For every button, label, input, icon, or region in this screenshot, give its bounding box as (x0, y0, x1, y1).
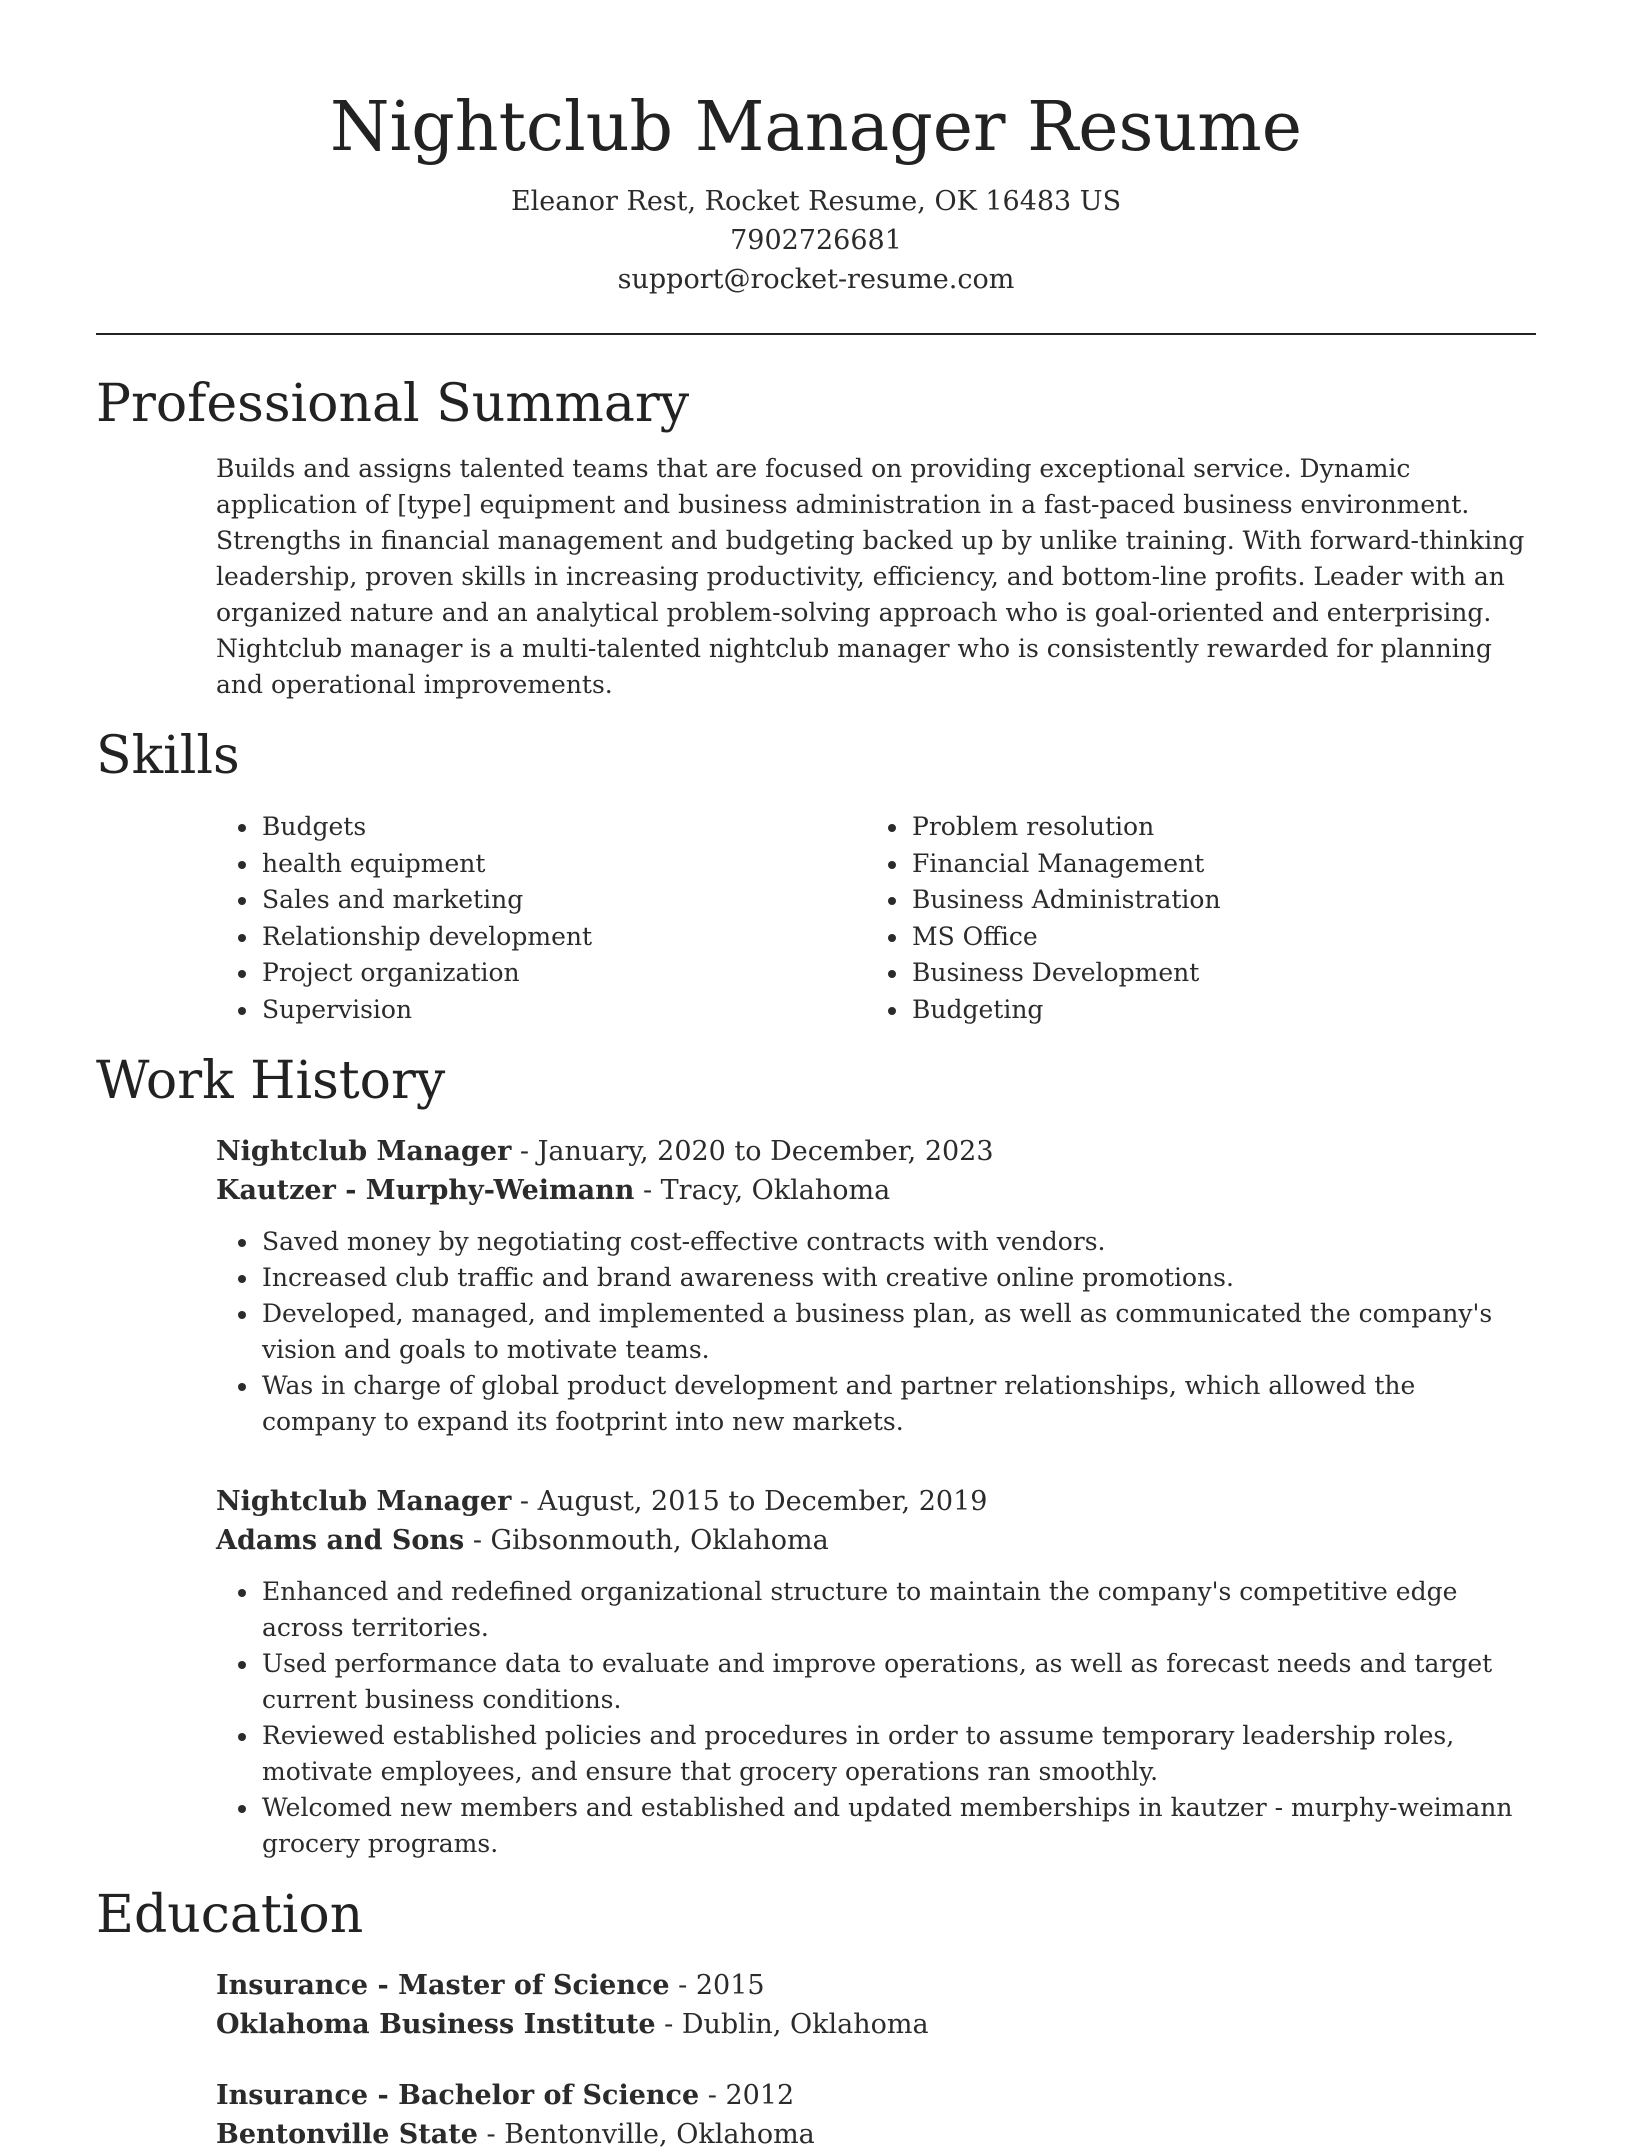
skill-item: • Financial Management (910, 846, 1221, 883)
school-location: - Dublin, Oklahoma (655, 2009, 929, 2040)
job-duty: • Reviewed established policies and procedures in order to assume temporary leadership roles, motivate employees, and ensure that grocery operations ran smoothly. (260, 1718, 1536, 1790)
skill-item: • health equipment (260, 846, 866, 883)
job-company: Kautzer - Murphy-Weimann (216, 1175, 635, 1206)
skill-item: • Budgets (260, 809, 866, 846)
job-duty: • Saved money by negotiating cost-effective contracts with vendors. (260, 1224, 1536, 1260)
school-line (216, 2005, 1536, 2044)
contact-email: support@rocket-resume.com (617, 264, 1015, 295)
resume-title: Nightclub Manager Resume (330, 88, 1302, 167)
job-title-line (216, 1132, 1536, 1171)
skills-heading: Skills (96, 726, 240, 786)
skill-item: • Relationship development (260, 919, 866, 956)
job-location: - Tracy, Oklahoma (634, 1175, 891, 1206)
skills-list-right (866, 809, 1221, 1028)
job-company-line (216, 1521, 1536, 1560)
education-section (96, 1880, 1536, 2154)
resume-header (0, 0, 1632, 299)
work-history-heading: Work History (96, 1051, 446, 1111)
skill-item: • Problem resolution (910, 809, 1221, 846)
degree-year: - 2015 (669, 1970, 765, 2001)
job-duty: • Increased club traffic and brand awareness with creative online promotions. (260, 1260, 1536, 1296)
school-name: Bentonville State (216, 2119, 478, 2150)
job-duty: • Was in charge of global product development and partner relationships, which allowed the company to expand its footprint into new markets. (260, 1368, 1536, 1440)
skills-section (96, 721, 1536, 1028)
skill-item: • Project organization (260, 955, 866, 992)
education-heading: Education (96, 1885, 364, 1945)
job-duty: • Developed, managed, and implemented a business plan, as well as communicated the company's vision and goals to motivate teams. (260, 1296, 1536, 1368)
job-duty: • Enhanced and redefined organizational structure to maintain the company's competitive edge across territories. (260, 1574, 1536, 1646)
skill-item: • Business Administration (910, 882, 1221, 919)
job-dates: - January, 2020 to December, 2023 (511, 1136, 994, 1167)
skill-item: • MS Office (910, 919, 1221, 956)
job-company: Adams and Sons (216, 1525, 465, 1556)
header-divider (96, 333, 1536, 335)
job-duties (216, 1224, 1536, 1440)
degree-field: Insurance - Master of Science (216, 1970, 670, 2001)
job-role: Nightclub Manager (216, 1486, 512, 1517)
skill-item: • Supervision (260, 992, 866, 1029)
job-company-line (216, 1171, 1536, 1210)
degree-line (216, 2076, 1536, 2115)
job-role: Nightclub Manager (216, 1136, 512, 1167)
job-duty: • Welcomed new members and established and updated memberships in kautzer - murphy-weimann grocery programs. (260, 1790, 1536, 1862)
school-location: - Bentonville, Oklahoma (477, 2119, 815, 2150)
skills-grid (216, 809, 1536, 1028)
job-entry (216, 1482, 1536, 1862)
job-dates: - August, 2015 to December, 2019 (511, 1486, 988, 1517)
education-entry (216, 1966, 1536, 2044)
summary-heading: Professional Summary (96, 374, 690, 434)
contact-info (0, 182, 1632, 299)
job-duties (216, 1574, 1536, 1862)
skill-item: • Budgeting (910, 992, 1221, 1029)
job-title-line (216, 1482, 1536, 1521)
degree-line (216, 1966, 1536, 2005)
contact-phone: 7902726681 (730, 225, 902, 256)
job-entry (216, 1132, 1536, 1440)
work-history-section (96, 1046, 1536, 1862)
job-duty: • Used performance data to evaluate and improve operations, as well as forecast needs and target current business conditions. (260, 1646, 1536, 1718)
school-line (216, 2115, 1536, 2154)
summary-section (96, 369, 1536, 703)
school-name: Oklahoma Business Institute (216, 2009, 656, 2040)
skills-list-left (216, 809, 866, 1028)
skill-item: • Sales and marketing (260, 882, 866, 919)
job-location: - Gibsonmouth, Oklahoma (464, 1525, 829, 1556)
skill-item: • Business Development (910, 955, 1221, 992)
degree-year: - 2012 (699, 2080, 795, 2111)
contact-address: Eleanor Rest, Rocket Resume, OK 16483 US (510, 186, 1122, 217)
degree-field: Insurance - Bachelor of Science (216, 2080, 700, 2111)
education-entry (216, 2076, 1536, 2154)
summary-text: Builds and assigns talented teams that are focused on providing exceptional service. Dynamic application of [type] equipment and business administration in a fast-paced business environment. Strengths in financial management and budgeting backed up by unlike training. With forward-thinking leadership, proven skills in increasing productivity, efficiency, and bottom-line profits. Leader with an organized nature and an analytical problem-solving approach who is goal-oriented and enterprising. Nightclub manager is a multi-talented nightclub manager who is consistently rewarded for planning and operational improvements. (216, 454, 1525, 699)
